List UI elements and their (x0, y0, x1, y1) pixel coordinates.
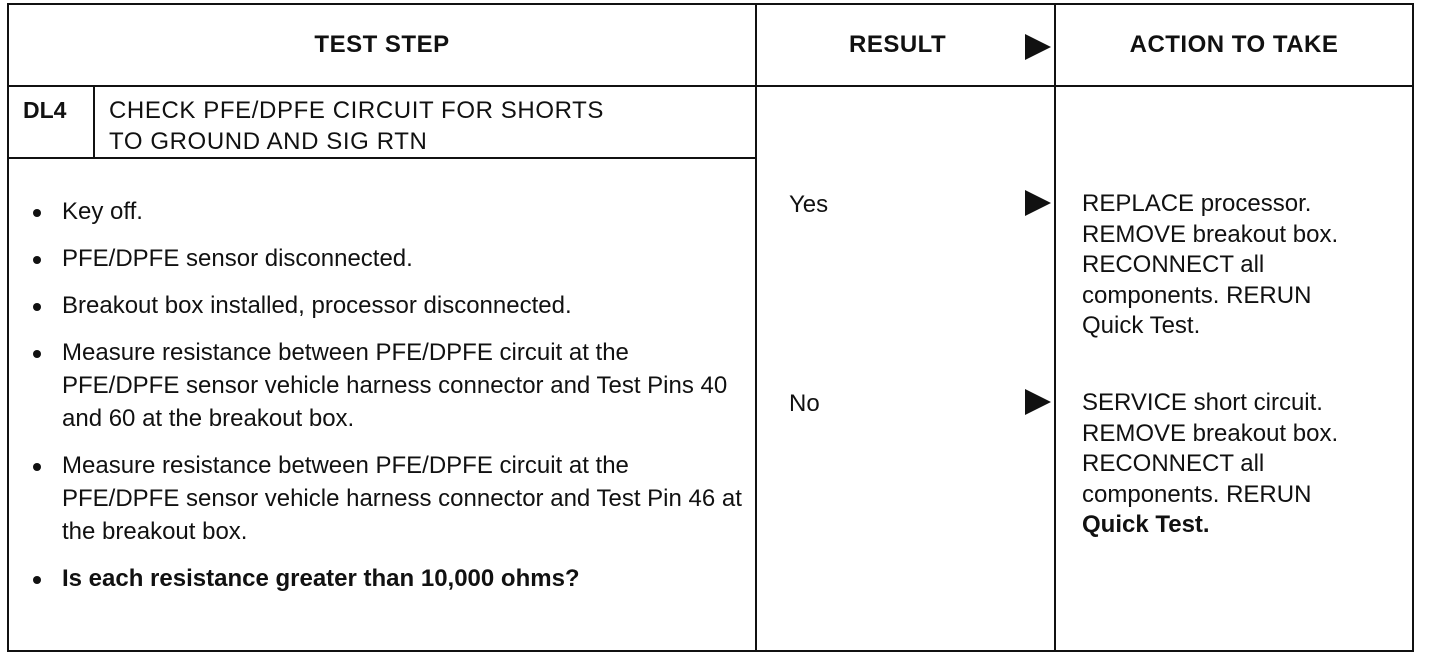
bullet-icon (33, 463, 41, 471)
bullet-icon (33, 576, 41, 584)
action-yes-line: RECONNECT all (1082, 251, 1265, 278)
action-yes-line: Quick Test. (1082, 312, 1201, 339)
test-step-table (7, 3, 1414, 652)
procedure-list (29, 195, 749, 609)
list-item (29, 336, 749, 435)
step-id: DL4 (23, 97, 67, 123)
bullet-icon (33, 350, 41, 358)
step-title-line-1: CHECK PFE/DPFE CIRCUIT FOR SHORTS (109, 97, 604, 124)
header-action: ACTION TO TAKE (1129, 31, 1339, 58)
header-divider (9, 85, 1412, 87)
header-result: RESULT (849, 31, 947, 58)
action-no-line: REMOVE breakout box. (1082, 419, 1339, 447)
action-yes-line: REPLACE processor. (1082, 190, 1312, 217)
column-divider-result (755, 5, 757, 650)
action-no-line: SERVICE short circuit. (1082, 389, 1323, 416)
list-item-text: PFE/DPFE sensor disconnected. (62, 245, 413, 272)
step-title-divider (9, 157, 755, 159)
list-item-text: Measure resistance between PFE/DPFE circuit at the PFE/DPFE sensor vehicle harness connector and Test Pin 46 at the breakout box. (62, 452, 742, 545)
list-item-question (29, 562, 749, 595)
result-yes: Yes (789, 191, 829, 218)
list-item-text: Measure resistance between PFE/DPFE circuit at the PFE/DPFE sensor vehicle harness connector and Test Pins 40 and 60 at the breakout box. (62, 339, 728, 432)
bullet-icon (33, 209, 41, 217)
result-no-arrow-icon (1025, 389, 1051, 415)
list-item (29, 242, 749, 275)
step-id-divider (93, 87, 95, 157)
action-no-line: components. RERUN (1082, 480, 1312, 508)
list-item-text: Breakout box installed, processor disconnected. (62, 292, 572, 319)
action-yes-line: REMOVE breakout box. (1082, 220, 1339, 248)
action-yes (1082, 189, 1402, 342)
action-no-line: RECONNECT all (1082, 450, 1265, 477)
bullet-icon (33, 303, 41, 311)
action-no (1082, 388, 1402, 541)
result-yes-arrow-icon (1025, 190, 1051, 216)
bullet-icon (33, 256, 41, 264)
step-title-line-2: TO GROUND AND SIG RTN (109, 128, 428, 155)
list-item-text: Is each resistance greater than 10,000 ohms? (62, 565, 580, 592)
list-item (29, 449, 749, 548)
column-divider-action (1054, 5, 1056, 650)
header-arrow-icon (1025, 34, 1051, 60)
action-no-line: Quick Test. (1082, 511, 1210, 538)
step-title (109, 95, 729, 157)
list-item (29, 195, 749, 228)
action-yes-line: components. RERUN (1082, 281, 1312, 309)
header-test-step: TEST STEP (314, 31, 450, 58)
list-item-text: Key off. (62, 198, 143, 225)
result-no: No (789, 390, 820, 417)
list-item (29, 289, 749, 322)
